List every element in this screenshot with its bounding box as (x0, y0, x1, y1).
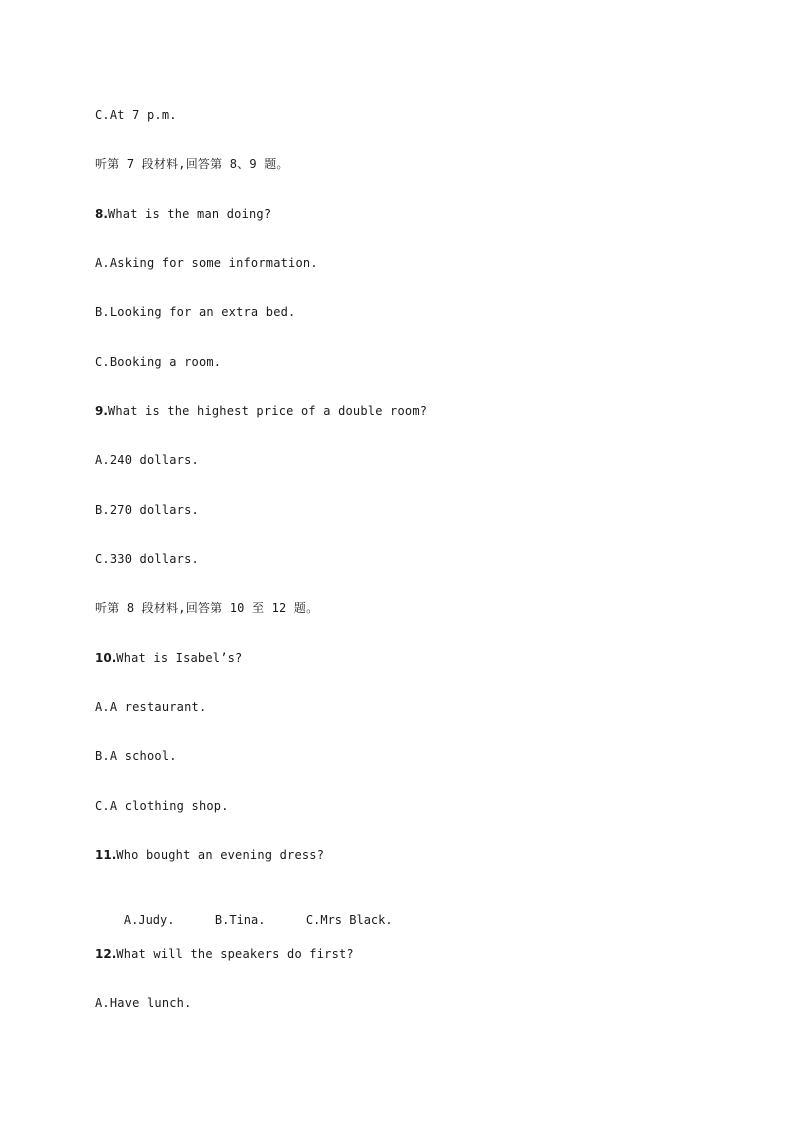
q12-option-a: A.Have lunch. (95, 996, 192, 1010)
question-number: 11. (95, 848, 117, 862)
question-text: What is Isabel’s? (116, 651, 243, 665)
q7-option-c: C.At 7 p.m. (95, 108, 177, 122)
q10-option-a: A.A restaurant. (95, 700, 207, 714)
question-9 (95, 403, 427, 419)
section-7-instruction: 听第 7 段材料,回答第 8、9 题。 (95, 157, 289, 171)
q11-option-b: B.Tina. (214, 913, 266, 927)
section-8-instruction: 听第 8 段材料,回答第 10 至 12 题。 (95, 601, 319, 615)
q11-options-row (95, 896, 393, 944)
question-8 (95, 206, 271, 222)
question-number: 10. (95, 651, 117, 665)
question-number: 12. (95, 947, 117, 961)
question-10 (95, 650, 242, 666)
q11-option-c: C.Mrs Black. (305, 913, 393, 927)
q8-option-a: A.Asking for some information. (95, 256, 318, 270)
question-number: 9. (95, 404, 108, 418)
question-12 (95, 946, 354, 962)
question-number: 8. (95, 207, 108, 221)
q9-option-a: A.240 dollars. (95, 453, 199, 467)
question-text: What will the speakers do first? (116, 947, 354, 961)
question-text: What is the man doing? (107, 207, 272, 221)
q8-option-b: B.Looking for an extra bed. (95, 305, 296, 319)
q9-option-b: B.270 dollars. (95, 503, 199, 517)
q10-option-b: B.A school. (95, 749, 177, 763)
q8-option-c: C.Booking a room. (95, 355, 222, 369)
q10-option-c: C.A clothing shop. (95, 799, 229, 813)
q9-option-c: C.330 dollars. (95, 552, 199, 566)
question-text: Who bought an evening dress? (116, 848, 325, 862)
q11-option-a: A.Judy. (123, 913, 175, 927)
question-text: What is the highest price of a double room? (107, 404, 428, 418)
question-11 (95, 847, 324, 863)
